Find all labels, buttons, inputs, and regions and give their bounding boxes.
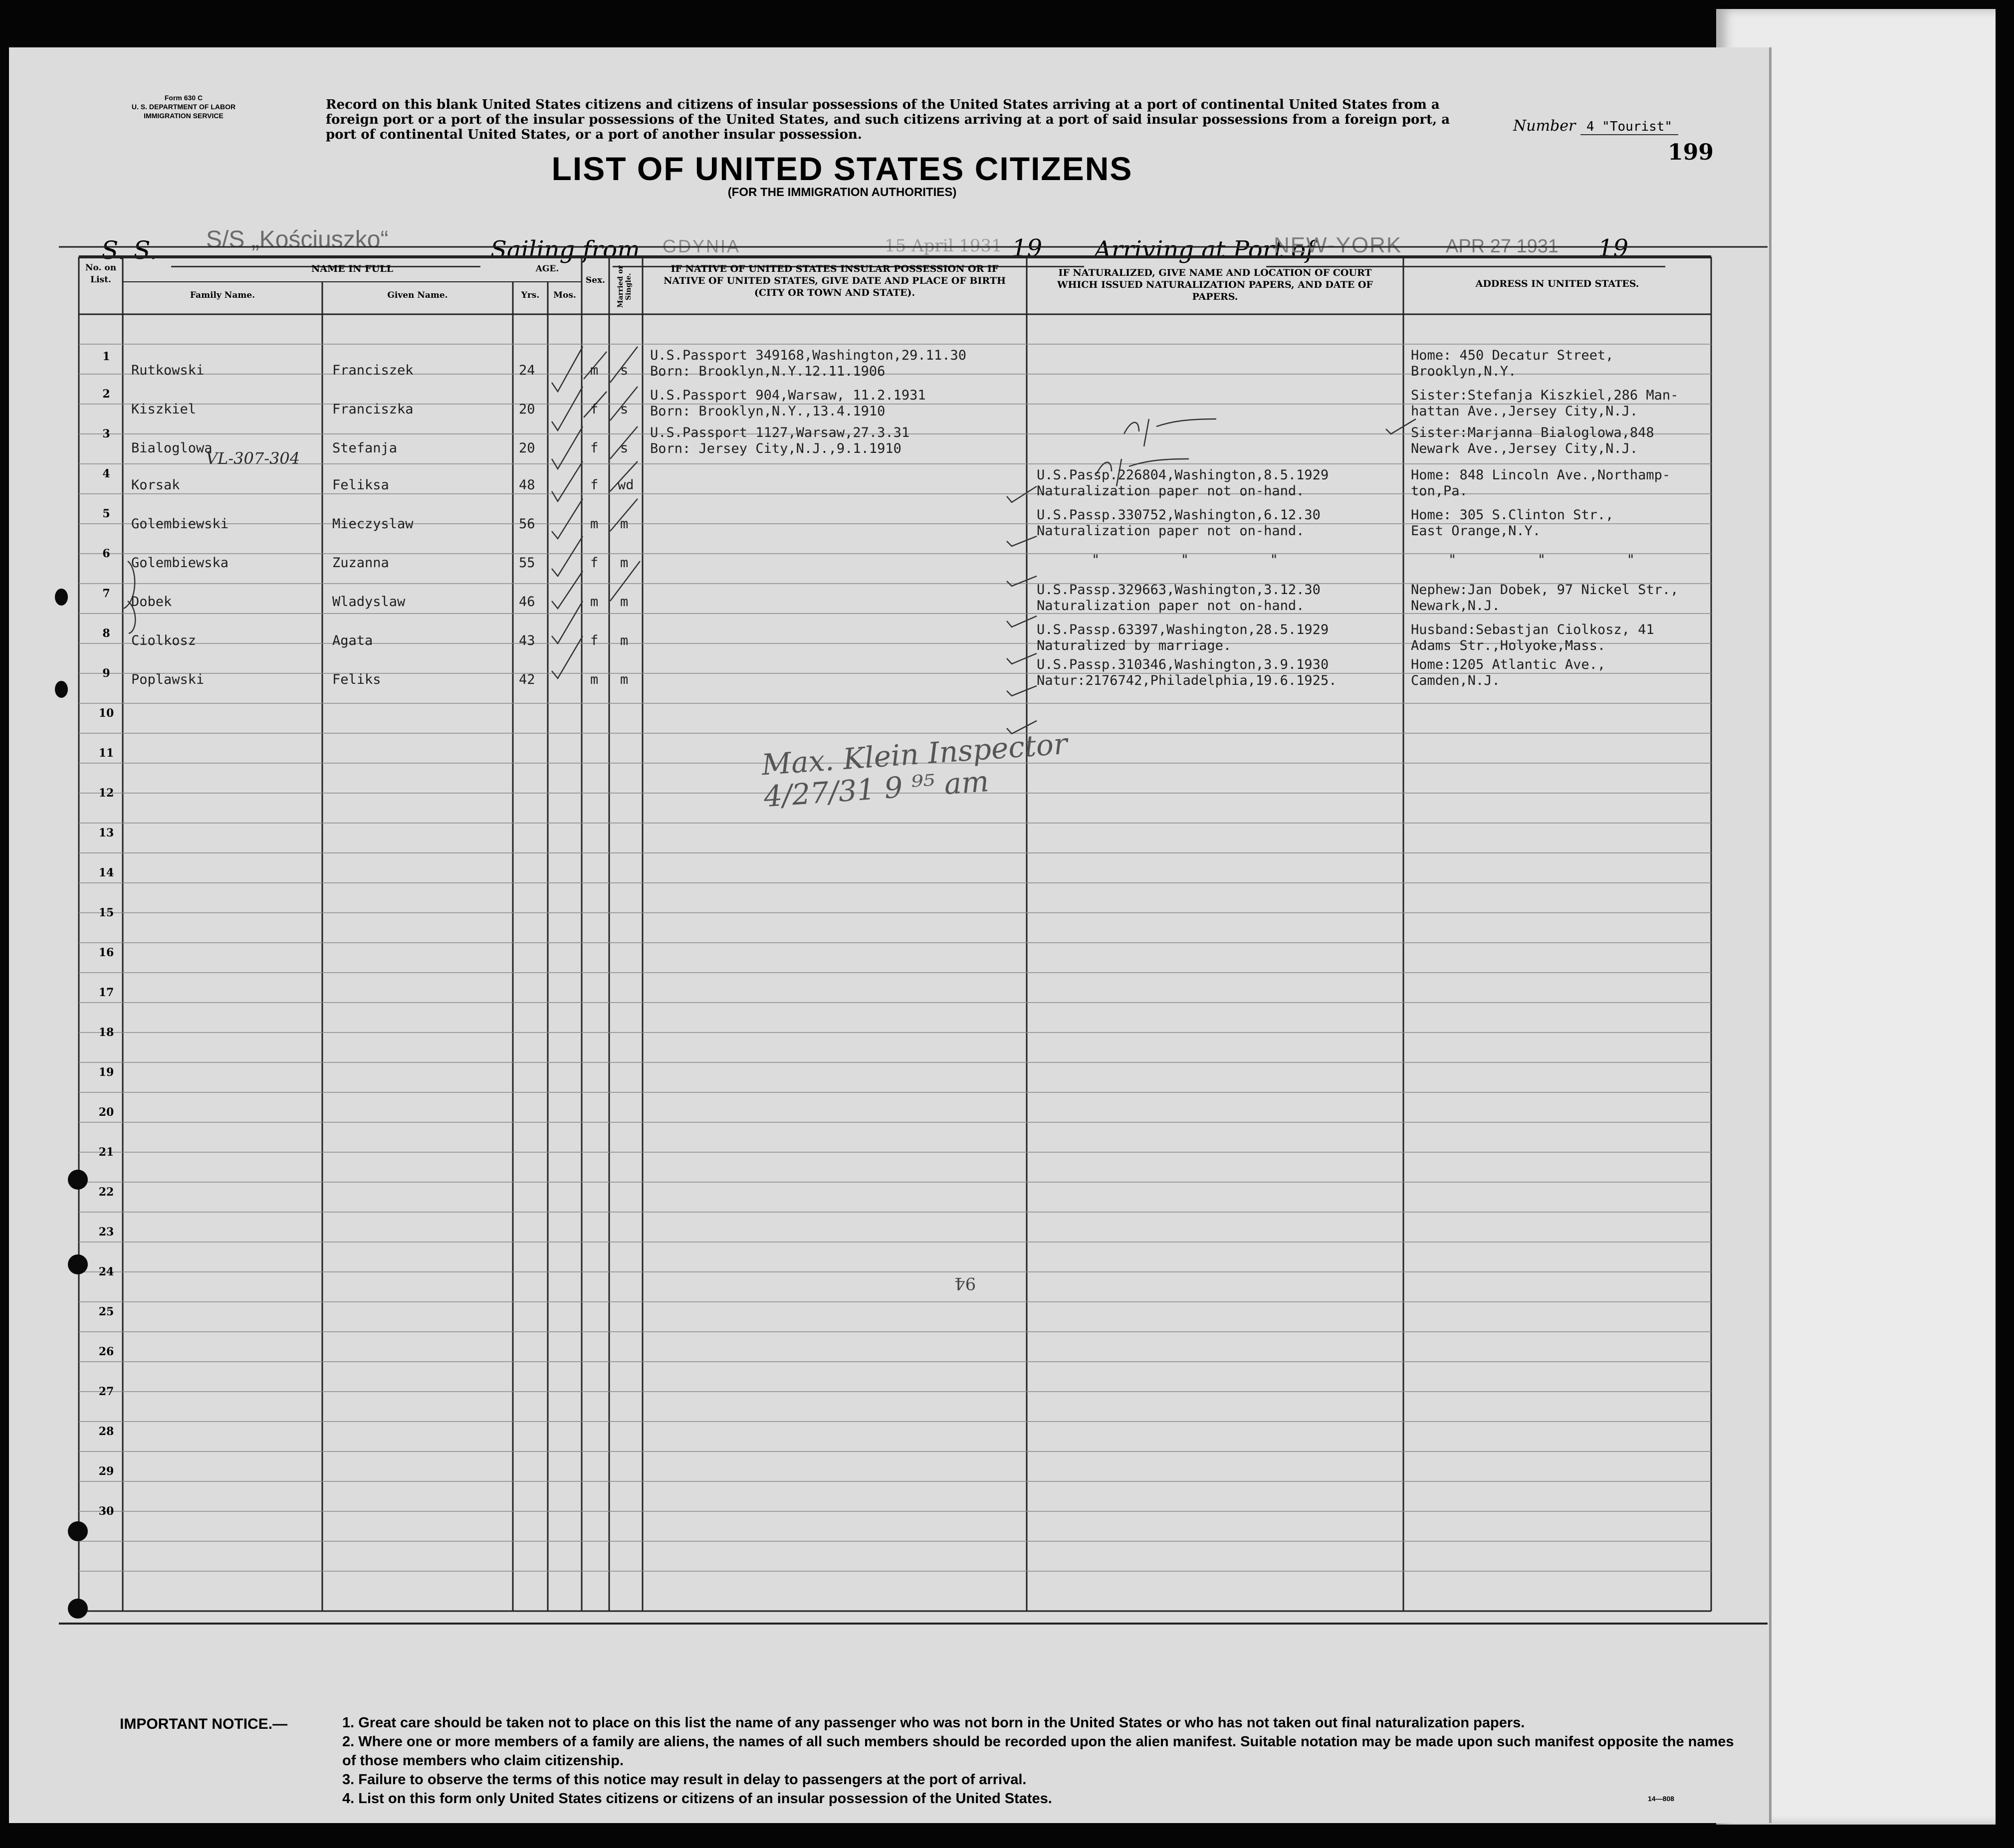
sex-cell: f (590, 633, 599, 648)
col-head-native: IF NATIVE OF UNITED STATES INSULAR POSSESSION OR IF NATIVE OF UNITED STATES, GIVE DATE AND PLACE OF BIRTH (CITY OR TOWN AND STATE). (664, 263, 1006, 298)
form-number: Form 630 C (164, 94, 203, 102)
line-number: 30 (98, 1505, 114, 1518)
sailing-year-prefix: 19 (1012, 234, 1043, 262)
naturalization-cell: U.S.Passp.226804,Washington,8.5.1929 Naturalization paper not on-hand. (1037, 467, 1329, 499)
notice-item: 1. Great care should be taken not to place on this list the name of any passenger who was not born in the United States or who has not taken out final naturalization papers. (342, 1715, 1525, 1731)
line-number: 22 (98, 1186, 114, 1199)
address-cell: Home: 848 Lincoln Ave.,Northamp- ton,Pa. (1411, 467, 1671, 499)
age-cell: 42 (519, 672, 535, 687)
given-name-cell: Wladyslaw (332, 594, 406, 610)
line-number: 7 (102, 587, 110, 600)
ship-name: S/S „Kościuszko“ (206, 226, 389, 253)
sailing-label: Sailing from (490, 236, 640, 264)
col-head-naturalized: IF NATURALIZED, GIVE NAME AND LOCATION OF COURT WHICH ISSUED NATURALIZATION PAPERS, AND DATE OF PAPERS. (1057, 267, 1373, 302)
line-number: 14 (98, 866, 114, 879)
line-number: 2 (102, 388, 110, 401)
notice-item: 4. List on this form only United States citizens or citizens of an insular possession of the United States. (342, 1791, 1052, 1807)
col-head-mos: Mos. (553, 290, 576, 300)
sex-cell: f (590, 440, 599, 456)
naturalization-cell: U.S.Passp.329663,Washington,3.12.30 Naturalization paper not on-hand. (1037, 582, 1321, 614)
address-cell: Home:1205 Atlantic Ave., Camden,N.J. (1411, 657, 1606, 688)
line-number: 8 (102, 627, 110, 640)
line-number: 18 (98, 1026, 114, 1039)
age-cell: 48 (519, 477, 535, 493)
page-title: LIST OF UNITED STATES CITIZENS (551, 150, 1133, 187)
line-number: 24 (98, 1265, 114, 1278)
family-name-cell: Kiszkiel (131, 402, 197, 417)
family-name-cell: Golembiewski (131, 516, 229, 532)
naturalization-cell: U.S.Passp.63397,Washington,28.5.1929 Naturalized by marriage. (1037, 622, 1329, 653)
notice-item: 2. Where one or more members of a family are aliens, the names of all such members should be recorded upon the alien manifest. Suitable notation may be made upon such manifest opposite the names of those members who claim citizenship. (342, 1734, 1734, 1769)
number-label: Number (1513, 117, 1576, 135)
important-notice (342, 1713, 1734, 1808)
family-name-cell: Dobek (131, 594, 172, 610)
manifest-sheet (9, 47, 1772, 1823)
arrival-port: NEW-YORK (1274, 233, 1402, 257)
col-head-name-in-full: NAME IN FULL (311, 263, 393, 274)
line-number: 20 (98, 1106, 114, 1119)
age-cell: 20 (519, 440, 535, 456)
line-number: 12 (98, 787, 114, 800)
given-name-cell: Franciszek (332, 363, 414, 378)
notice-item: 3. Failure to observe the terms of this notice may result in delay to passengers at the port of arrival. (342, 1772, 1027, 1788)
address-cell: Nephew:Jan Dobek, 97 Nickel Str., Newark,N.J. (1411, 582, 1679, 614)
col-head-yrs: Yrs. (521, 290, 540, 300)
line-number: 16 (98, 946, 114, 959)
address-cell: Husband:Sebastjan Ciolkosz, 41 Adams Str.,Holyoke,Mass. (1411, 622, 1654, 653)
col-head-family-name: Family Name. (190, 290, 255, 300)
sex-cell: m (590, 594, 599, 610)
marital-status-cell: s (620, 363, 629, 378)
age-cell: 20 (519, 402, 535, 417)
age-cell: 43 (519, 633, 535, 648)
col-head-married-or-single: Married or Single. (617, 265, 633, 308)
handwritten-code: VL-307-304 (206, 449, 300, 468)
marital-status-cell: m (620, 594, 629, 610)
sex-cell: m (590, 516, 599, 532)
col-head-given-name: Given Name. (387, 290, 448, 300)
line-number: 13 (98, 826, 114, 839)
age-cell: 24 (519, 363, 535, 378)
marital-status-cell: m (620, 555, 629, 571)
family-name-cell: Poplawski (131, 672, 205, 687)
sailing-date: 15 April 1931 (885, 236, 1002, 256)
marital-status-cell: m (620, 633, 629, 648)
inspector-note: Max. Klein Inspector 4/27/31 9 ⁹⁵ am (760, 726, 1069, 814)
line-number: 5 (102, 507, 110, 520)
col-head-sex: Sex. (585, 275, 606, 285)
line-number: 26 (98, 1345, 114, 1358)
line-number: 27 (98, 1385, 114, 1398)
line-number: 15 (98, 906, 114, 919)
sex-cell: f (590, 402, 599, 417)
naturalization-cell: " " " (1092, 552, 1278, 568)
address-cell: Home: 305 S.Clinton Str., East Orange,N.Y. (1411, 507, 1614, 539)
arriving-label: Arriving at Port of (1094, 236, 1315, 264)
binder-hole (68, 1521, 88, 1541)
form-instructions: Record on this blank United States citizens and citizens of insular possessions of the United States arriving at a port of continental United States from a foreign port or a port of the insular possessions of the United States, and such citizens arriving at a port of said insular possessions from a foreign port, a port of continental United States, or a port of another insular possession. (326, 97, 1450, 142)
given-name-cell: Feliksa (332, 477, 389, 493)
sex-cell: m (590, 363, 599, 378)
sailing-port: GDYNIA (663, 236, 741, 256)
notice-heading: IMPORTANT NOTICE.— (120, 1716, 288, 1732)
marital-status-cell: wd (618, 477, 634, 493)
family-name-cell: Golembiewska (131, 555, 229, 571)
sex-cell: m (590, 672, 599, 687)
line-number: 4 (102, 467, 110, 480)
family-name-cell: Rutkowski (131, 363, 205, 378)
birth-info-cell: U.S.Passport 349168,Washington,29.11.30 Born: Brooklyn,N.Y.12.11.1906 (650, 348, 966, 379)
given-name-cell: Feliks (332, 672, 381, 687)
department-name: U. S. DEPARTMENT OF LABOR (131, 103, 236, 111)
age-cell: 56 (519, 516, 535, 532)
line-number: 29 (98, 1465, 114, 1478)
age-cell: 46 (519, 594, 535, 610)
page-mark: 94 (954, 1273, 976, 1293)
number-value: 4 "Tourist" (1580, 119, 1678, 135)
line-number: 17 (98, 986, 114, 999)
line-number: 21 (98, 1146, 114, 1159)
age-cell: 55 (519, 555, 535, 571)
marital-status-cell: s (620, 402, 629, 417)
arrival-year-prefix: 19 (1598, 234, 1629, 262)
address-cell: Home: 450 Decatur Street, Brooklyn,N.Y. (1411, 348, 1614, 379)
line-number: 6 (102, 547, 110, 560)
service-name: IMMIGRATION SERVICE (144, 112, 224, 120)
line-number: 10 (98, 707, 114, 720)
address-cell: Sister:Stefanja Kiszkiel,286 Man- hattan Ave.,Jersey City,N.J. (1411, 388, 1679, 419)
given-name-cell: Stefanja (332, 440, 398, 456)
address-cell: Sister:Marjanna Bialoglowa,848 Newark Ave.,Jersey City,N.J. (1411, 425, 1654, 456)
given-name-cell: Agata (332, 633, 373, 648)
address-cell: " " " (1448, 552, 1635, 568)
family-name-cell: Bialoglowa (131, 440, 213, 456)
family-name-cell: Korsak (131, 477, 180, 493)
birth-info-cell: U.S.Passport 1127,Warsaw,27.3.31 Born: Jersey City,N.J.,9.1.1910 (650, 425, 910, 456)
naturalization-cell: U.S.Passp.330752,Washington,6.12.30 Naturalization paper not on-hand. (1037, 507, 1321, 539)
col-head-age: AGE. (535, 264, 559, 274)
sheet-number: 199 (1668, 140, 1714, 165)
given-name-cell: Mieczyslaw (332, 516, 414, 532)
arrival-date: APR 27 1931 (1446, 236, 1559, 257)
birth-info-cell: U.S.Passport 904,Warsaw, 11.2.1931 Born: Brooklyn,N.Y.,13.4.1910 (650, 388, 926, 419)
line-number: 25 (98, 1305, 114, 1318)
binder-hole (55, 589, 68, 606)
page-subtitle: (FOR THE IMMIGRATION AUTHORITIES) (727, 186, 957, 199)
col-head-no: No. on List. (85, 263, 117, 285)
line-number: 23 (98, 1226, 114, 1238)
line-number: 1 (102, 350, 110, 363)
given-name-cell: Zuzanna (332, 555, 389, 571)
footer-code: 14—808 (1648, 1795, 1674, 1803)
given-name-cell: Franciszka (332, 402, 414, 417)
binder-hole (68, 1599, 88, 1619)
line-number: 28 (98, 1425, 114, 1438)
marital-status-cell: m (620, 672, 629, 687)
line-number: 19 (98, 1066, 114, 1079)
sex-cell: f (590, 555, 599, 571)
marital-status-cell: m (620, 516, 629, 532)
binder-hole (68, 1170, 88, 1190)
line-number: 9 (102, 667, 110, 680)
line-number: 3 (102, 427, 110, 440)
line-number: 11 (98, 747, 114, 760)
marital-status-cell: s (620, 440, 629, 456)
col-head-address: ADDRESS IN UNITED STATES. (1475, 278, 1639, 289)
binder-hole (68, 1254, 88, 1274)
ss-label: S. S. (101, 236, 158, 265)
sex-cell: f (590, 477, 599, 493)
family-name-cell: Ciolkosz (131, 633, 197, 648)
binder-hole (55, 681, 68, 698)
naturalization-cell: U.S.Passp.310346,Washington,3.9.1930 Natur:2176742,Philadelphia,19.6.1925. (1037, 657, 1337, 688)
